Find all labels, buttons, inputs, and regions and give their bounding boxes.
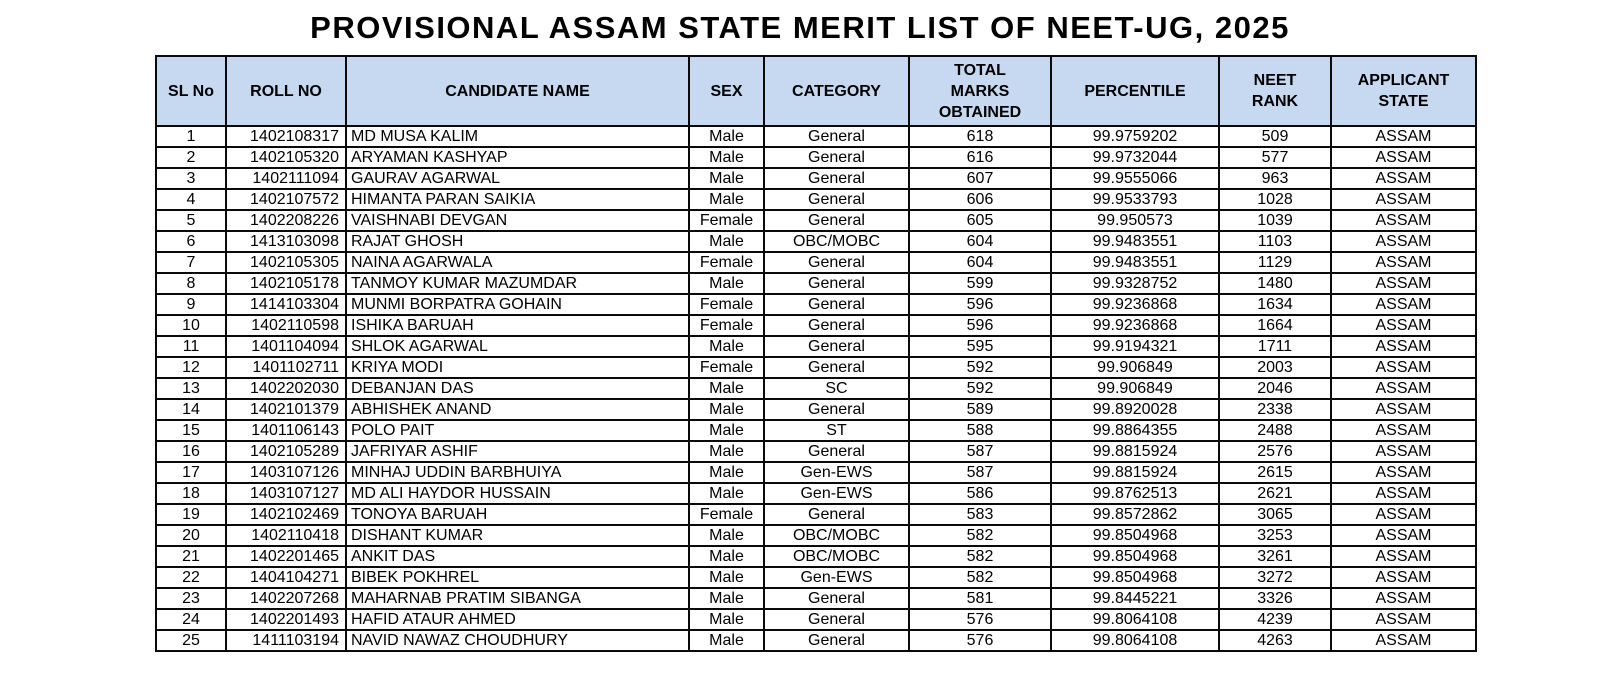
cell: Female bbox=[689, 252, 764, 273]
cell: 604 bbox=[909, 231, 1051, 252]
cell: 1402105320 bbox=[226, 147, 346, 168]
cell: 1 bbox=[156, 126, 226, 147]
cell: 22 bbox=[156, 567, 226, 588]
table-row bbox=[156, 609, 1476, 630]
cell: RAJAT GHOSH bbox=[346, 231, 689, 252]
cell: 99.906849 bbox=[1051, 357, 1219, 378]
cell: VAISHNABI DEVGAN bbox=[346, 210, 689, 231]
cell: 23 bbox=[156, 588, 226, 609]
column-header-label: APPLICANT STATE bbox=[1357, 72, 1450, 110]
column-header-neetrank bbox=[1219, 56, 1331, 126]
cell: Male bbox=[689, 525, 764, 546]
cell: 1402202030 bbox=[226, 378, 346, 399]
cell: NAVID NAWAZ CHOUDHURY bbox=[346, 630, 689, 651]
cell: ISHIKA BARUAH bbox=[346, 315, 689, 336]
cell: General bbox=[764, 630, 909, 651]
cell: Male bbox=[689, 273, 764, 294]
cell: ASSAM bbox=[1331, 483, 1476, 504]
cell: 99.9555066 bbox=[1051, 168, 1219, 189]
cell: 99.8064108 bbox=[1051, 609, 1219, 630]
cell: 99.9759202 bbox=[1051, 126, 1219, 147]
cell: 99.8504968 bbox=[1051, 567, 1219, 588]
cell: Female bbox=[689, 357, 764, 378]
cell: 16 bbox=[156, 441, 226, 462]
cell: 4239 bbox=[1219, 609, 1331, 630]
table-row bbox=[156, 315, 1476, 336]
cell: 1402108317 bbox=[226, 126, 346, 147]
table-row bbox=[156, 441, 1476, 462]
cell: 583 bbox=[909, 504, 1051, 525]
column-header-label: SEX bbox=[710, 82, 743, 100]
cell: 1414103304 bbox=[226, 294, 346, 315]
cell: 1411103194 bbox=[226, 630, 346, 651]
cell: JAFRIYAR ASHIF bbox=[346, 441, 689, 462]
cell: Male bbox=[689, 588, 764, 609]
cell: 99.8815924 bbox=[1051, 441, 1219, 462]
cell: 21 bbox=[156, 546, 226, 567]
cell: 1401104094 bbox=[226, 336, 346, 357]
cell: 99.8572862 bbox=[1051, 504, 1219, 525]
column-header-label: SL No bbox=[168, 82, 214, 100]
cell: 4 bbox=[156, 189, 226, 210]
cell: ST bbox=[764, 420, 909, 441]
cell: 1028 bbox=[1219, 189, 1331, 210]
cell: Gen-EWS bbox=[764, 483, 909, 504]
cell: 20 bbox=[156, 525, 226, 546]
table-row bbox=[156, 399, 1476, 420]
cell: 99.9236868 bbox=[1051, 294, 1219, 315]
cell: ASSAM bbox=[1331, 399, 1476, 420]
page-title: PROVISIONAL ASSAM STATE MERIT LIST OF NEET-UG, 2025 bbox=[310, 10, 1290, 45]
cell: 605 bbox=[909, 210, 1051, 231]
cell: 15 bbox=[156, 420, 226, 441]
cell: ASSAM bbox=[1331, 336, 1476, 357]
cell: Male bbox=[689, 567, 764, 588]
cell: OBC/MOBC bbox=[764, 525, 909, 546]
cell: 587 bbox=[909, 441, 1051, 462]
cell: ASSAM bbox=[1331, 441, 1476, 462]
cell: General bbox=[764, 399, 909, 420]
table-row bbox=[156, 357, 1476, 378]
cell: ASSAM bbox=[1331, 294, 1476, 315]
table-row bbox=[156, 147, 1476, 168]
cell: 7 bbox=[156, 252, 226, 273]
cell: General bbox=[764, 588, 909, 609]
cell: 13 bbox=[156, 378, 226, 399]
cell: ASSAM bbox=[1331, 588, 1476, 609]
cell: 596 bbox=[909, 294, 1051, 315]
cell: OBC/MOBC bbox=[764, 546, 909, 567]
cell: 582 bbox=[909, 567, 1051, 588]
table-row bbox=[156, 483, 1476, 504]
cell: Male bbox=[689, 399, 764, 420]
cell: 1129 bbox=[1219, 252, 1331, 273]
column-header-rollno bbox=[226, 56, 346, 126]
cell: Male bbox=[689, 168, 764, 189]
cell: 99.8920028 bbox=[1051, 399, 1219, 420]
cell: 589 bbox=[909, 399, 1051, 420]
table-row bbox=[156, 567, 1476, 588]
table-row bbox=[156, 210, 1476, 231]
cell: 99.9328752 bbox=[1051, 273, 1219, 294]
cell: 2488 bbox=[1219, 420, 1331, 441]
cell: ASSAM bbox=[1331, 357, 1476, 378]
cell: 2576 bbox=[1219, 441, 1331, 462]
cell: 1403107126 bbox=[226, 462, 346, 483]
cell: Male bbox=[689, 609, 764, 630]
cell: 99.9533793 bbox=[1051, 189, 1219, 210]
cell: Gen-EWS bbox=[764, 567, 909, 588]
cell: Male bbox=[689, 378, 764, 399]
cell: 963 bbox=[1219, 168, 1331, 189]
cell: 9 bbox=[156, 294, 226, 315]
cell: ASSAM bbox=[1331, 126, 1476, 147]
cell: 1413103098 bbox=[226, 231, 346, 252]
cell: 582 bbox=[909, 525, 1051, 546]
cell: ASSAM bbox=[1331, 462, 1476, 483]
cell: 3065 bbox=[1219, 504, 1331, 525]
merit-list-table bbox=[155, 55, 1477, 652]
cell: Male bbox=[689, 420, 764, 441]
cell: ASSAM bbox=[1331, 630, 1476, 651]
cell: Male bbox=[689, 546, 764, 567]
table-row bbox=[156, 378, 1476, 399]
cell: General bbox=[764, 189, 909, 210]
cell: 17 bbox=[156, 462, 226, 483]
table-row bbox=[156, 336, 1476, 357]
cell: ASSAM bbox=[1331, 252, 1476, 273]
cell: 99.8762513 bbox=[1051, 483, 1219, 504]
cell: 99.8504968 bbox=[1051, 525, 1219, 546]
cell: 3272 bbox=[1219, 567, 1331, 588]
cell: General bbox=[764, 357, 909, 378]
cell: 607 bbox=[909, 168, 1051, 189]
cell: Female bbox=[689, 294, 764, 315]
table-row bbox=[156, 546, 1476, 567]
cell: General bbox=[764, 147, 909, 168]
cell: 5 bbox=[156, 210, 226, 231]
cell: HAFID ATAUR AHMED bbox=[346, 609, 689, 630]
table-row bbox=[156, 504, 1476, 525]
cell: 6 bbox=[156, 231, 226, 252]
cell: NAINA AGARWALA bbox=[346, 252, 689, 273]
cell: General bbox=[764, 210, 909, 231]
cell: 588 bbox=[909, 420, 1051, 441]
table-row bbox=[156, 462, 1476, 483]
cell: 606 bbox=[909, 189, 1051, 210]
cell: General bbox=[764, 315, 909, 336]
cell: ASSAM bbox=[1331, 609, 1476, 630]
cell: ASSAM bbox=[1331, 567, 1476, 588]
cell: 1402105178 bbox=[226, 273, 346, 294]
cell: General bbox=[764, 168, 909, 189]
cell: Male bbox=[689, 231, 764, 252]
column-header-state bbox=[1331, 56, 1476, 126]
cell: 99.8815924 bbox=[1051, 462, 1219, 483]
cell: 1402110418 bbox=[226, 525, 346, 546]
cell: Male bbox=[689, 147, 764, 168]
cell: ARYAMAN KASHYAP bbox=[346, 147, 689, 168]
cell: 581 bbox=[909, 588, 1051, 609]
cell: 592 bbox=[909, 357, 1051, 378]
cell: SHLOK AGARWAL bbox=[346, 336, 689, 357]
cell: 1402201465 bbox=[226, 546, 346, 567]
header-row bbox=[156, 56, 1476, 126]
cell: ASSAM bbox=[1331, 315, 1476, 336]
cell: 1402107572 bbox=[226, 189, 346, 210]
cell: 99.9732044 bbox=[1051, 147, 1219, 168]
cell: General bbox=[764, 126, 909, 147]
cell: TANMOY KUMAR MAZUMDAR bbox=[346, 273, 689, 294]
cell: Female bbox=[689, 504, 764, 525]
cell: ASSAM bbox=[1331, 168, 1476, 189]
cell: HIMANTA PARAN SAIKIA bbox=[346, 189, 689, 210]
cell: BIBEK POKHREL bbox=[346, 567, 689, 588]
cell: MAHARNAB PRATIM SIBANGA bbox=[346, 588, 689, 609]
cell: 1402105305 bbox=[226, 252, 346, 273]
cell: 618 bbox=[909, 126, 1051, 147]
cell: General bbox=[764, 609, 909, 630]
cell: ASSAM bbox=[1331, 210, 1476, 231]
cell: 586 bbox=[909, 483, 1051, 504]
cell: ASSAM bbox=[1331, 525, 1476, 546]
cell: MD MUSA KALIM bbox=[346, 126, 689, 147]
cell: MD ALI HAYDOR HUSSAIN bbox=[346, 483, 689, 504]
cell: 1664 bbox=[1219, 315, 1331, 336]
cell: Male bbox=[689, 441, 764, 462]
column-header-totalmarks bbox=[909, 56, 1051, 126]
cell: 12 bbox=[156, 357, 226, 378]
cell: 577 bbox=[1219, 147, 1331, 168]
cell: Male bbox=[689, 630, 764, 651]
cell: 3 bbox=[156, 168, 226, 189]
cell: ASSAM bbox=[1331, 504, 1476, 525]
cell: 1402201493 bbox=[226, 609, 346, 630]
cell: 99.8864355 bbox=[1051, 420, 1219, 441]
column-header-label: CANDIDATE NAME bbox=[445, 82, 590, 100]
cell: MINHAJ UDDIN BARBHUIYA bbox=[346, 462, 689, 483]
table-row bbox=[156, 525, 1476, 546]
cell: 2621 bbox=[1219, 483, 1331, 504]
table-row bbox=[156, 252, 1476, 273]
cell: ASSAM bbox=[1331, 147, 1476, 168]
cell: 576 bbox=[909, 609, 1051, 630]
cell: 1402207268 bbox=[226, 588, 346, 609]
cell: 1401106143 bbox=[226, 420, 346, 441]
cell: Female bbox=[689, 210, 764, 231]
cell: Male bbox=[689, 189, 764, 210]
cell: 1711 bbox=[1219, 336, 1331, 357]
cell: 19 bbox=[156, 504, 226, 525]
cell: 1103 bbox=[1219, 231, 1331, 252]
column-header-label: PERCENTILE bbox=[1084, 82, 1186, 100]
cell: ANKIT DAS bbox=[346, 546, 689, 567]
cell: General bbox=[764, 252, 909, 273]
cell: Female bbox=[689, 315, 764, 336]
cell: ASSAM bbox=[1331, 378, 1476, 399]
cell: 99.8445221 bbox=[1051, 588, 1219, 609]
cell: 1402208226 bbox=[226, 210, 346, 231]
column-header-label: TOTAL MARKS OBTAINED bbox=[938, 61, 1022, 121]
cell: Male bbox=[689, 483, 764, 504]
column-header-slno bbox=[156, 56, 226, 126]
cell: 1402101379 bbox=[226, 399, 346, 420]
cell: 99.9194321 bbox=[1051, 336, 1219, 357]
cell: 3261 bbox=[1219, 546, 1331, 567]
cell: DISHANT KUMAR bbox=[346, 525, 689, 546]
cell: POLO PAIT bbox=[346, 420, 689, 441]
cell: ASSAM bbox=[1331, 546, 1476, 567]
cell: 14 bbox=[156, 399, 226, 420]
table-row bbox=[156, 294, 1476, 315]
cell: 1401102711 bbox=[226, 357, 346, 378]
cell: Male bbox=[689, 462, 764, 483]
cell: 1404104271 bbox=[226, 567, 346, 588]
cell: 2003 bbox=[1219, 357, 1331, 378]
cell: General bbox=[764, 441, 909, 462]
cell: 576 bbox=[909, 630, 1051, 651]
cell: 99.950573 bbox=[1051, 210, 1219, 231]
cell: 596 bbox=[909, 315, 1051, 336]
cell: 18 bbox=[156, 483, 226, 504]
cell: 2 bbox=[156, 147, 226, 168]
table-row bbox=[156, 420, 1476, 441]
cell: TONOYA BARUAH bbox=[346, 504, 689, 525]
cell: 2046 bbox=[1219, 378, 1331, 399]
cell: 592 bbox=[909, 378, 1051, 399]
cell: General bbox=[764, 273, 909, 294]
table-row bbox=[156, 231, 1476, 252]
cell: ASSAM bbox=[1331, 420, 1476, 441]
column-header-label: ROLL NO bbox=[250, 82, 322, 100]
cell: ASSAM bbox=[1331, 273, 1476, 294]
column-header-percentile bbox=[1051, 56, 1219, 126]
cell: ABHISHEK ANAND bbox=[346, 399, 689, 420]
cell: 1402111094 bbox=[226, 168, 346, 189]
cell: OBC/MOBC bbox=[764, 231, 909, 252]
cell: MUNMI BORPATRA GOHAIN bbox=[346, 294, 689, 315]
cell: 1480 bbox=[1219, 273, 1331, 294]
column-header-category bbox=[764, 56, 909, 126]
cell: General bbox=[764, 336, 909, 357]
table-row bbox=[156, 630, 1476, 651]
cell: 99.8064108 bbox=[1051, 630, 1219, 651]
cell: 8 bbox=[156, 273, 226, 294]
cell: General bbox=[764, 504, 909, 525]
cell: ASSAM bbox=[1331, 231, 1476, 252]
cell: 99.9236868 bbox=[1051, 315, 1219, 336]
table-row bbox=[156, 126, 1476, 147]
cell: 1403107127 bbox=[226, 483, 346, 504]
cell: 587 bbox=[909, 462, 1051, 483]
table-header bbox=[156, 56, 1476, 126]
cell: 24 bbox=[156, 609, 226, 630]
cell: 99.9483551 bbox=[1051, 231, 1219, 252]
cell: 599 bbox=[909, 273, 1051, 294]
cell: 25 bbox=[156, 630, 226, 651]
cell: General bbox=[764, 294, 909, 315]
cell: 99.9483551 bbox=[1051, 252, 1219, 273]
cell: 99.8504968 bbox=[1051, 546, 1219, 567]
cell: 3253 bbox=[1219, 525, 1331, 546]
column-header-name bbox=[346, 56, 689, 126]
cell: 4263 bbox=[1219, 630, 1331, 651]
cell: 2338 bbox=[1219, 399, 1331, 420]
cell: SC bbox=[764, 378, 909, 399]
cell: 595 bbox=[909, 336, 1051, 357]
column-header-label: NEET RANK bbox=[1251, 72, 1299, 110]
cell: GAURAV AGARWAL bbox=[346, 168, 689, 189]
column-header-sex bbox=[689, 56, 764, 126]
cell: 3326 bbox=[1219, 588, 1331, 609]
cell: Male bbox=[689, 126, 764, 147]
table-row bbox=[156, 189, 1476, 210]
table-row bbox=[156, 273, 1476, 294]
cell: 1634 bbox=[1219, 294, 1331, 315]
cell: 11 bbox=[156, 336, 226, 357]
cell: 99.906849 bbox=[1051, 378, 1219, 399]
table-row bbox=[156, 588, 1476, 609]
cell: 1039 bbox=[1219, 210, 1331, 231]
cell: 1402102469 bbox=[226, 504, 346, 525]
column-header-label: CATEGORY bbox=[792, 82, 881, 100]
table-row bbox=[156, 168, 1476, 189]
cell: 2615 bbox=[1219, 462, 1331, 483]
cell: 10 bbox=[156, 315, 226, 336]
cell: ASSAM bbox=[1331, 189, 1476, 210]
cell: 1402110598 bbox=[226, 315, 346, 336]
cell: 582 bbox=[909, 546, 1051, 567]
cell: 604 bbox=[909, 252, 1051, 273]
cell: KRIYA MODI bbox=[346, 357, 689, 378]
cell: Gen-EWS bbox=[764, 462, 909, 483]
table-body bbox=[156, 126, 1476, 651]
cell: DEBANJAN DAS bbox=[346, 378, 689, 399]
cell: 509 bbox=[1219, 126, 1331, 147]
cell: 616 bbox=[909, 147, 1051, 168]
cell: Male bbox=[689, 336, 764, 357]
cell: 1402105289 bbox=[226, 441, 346, 462]
